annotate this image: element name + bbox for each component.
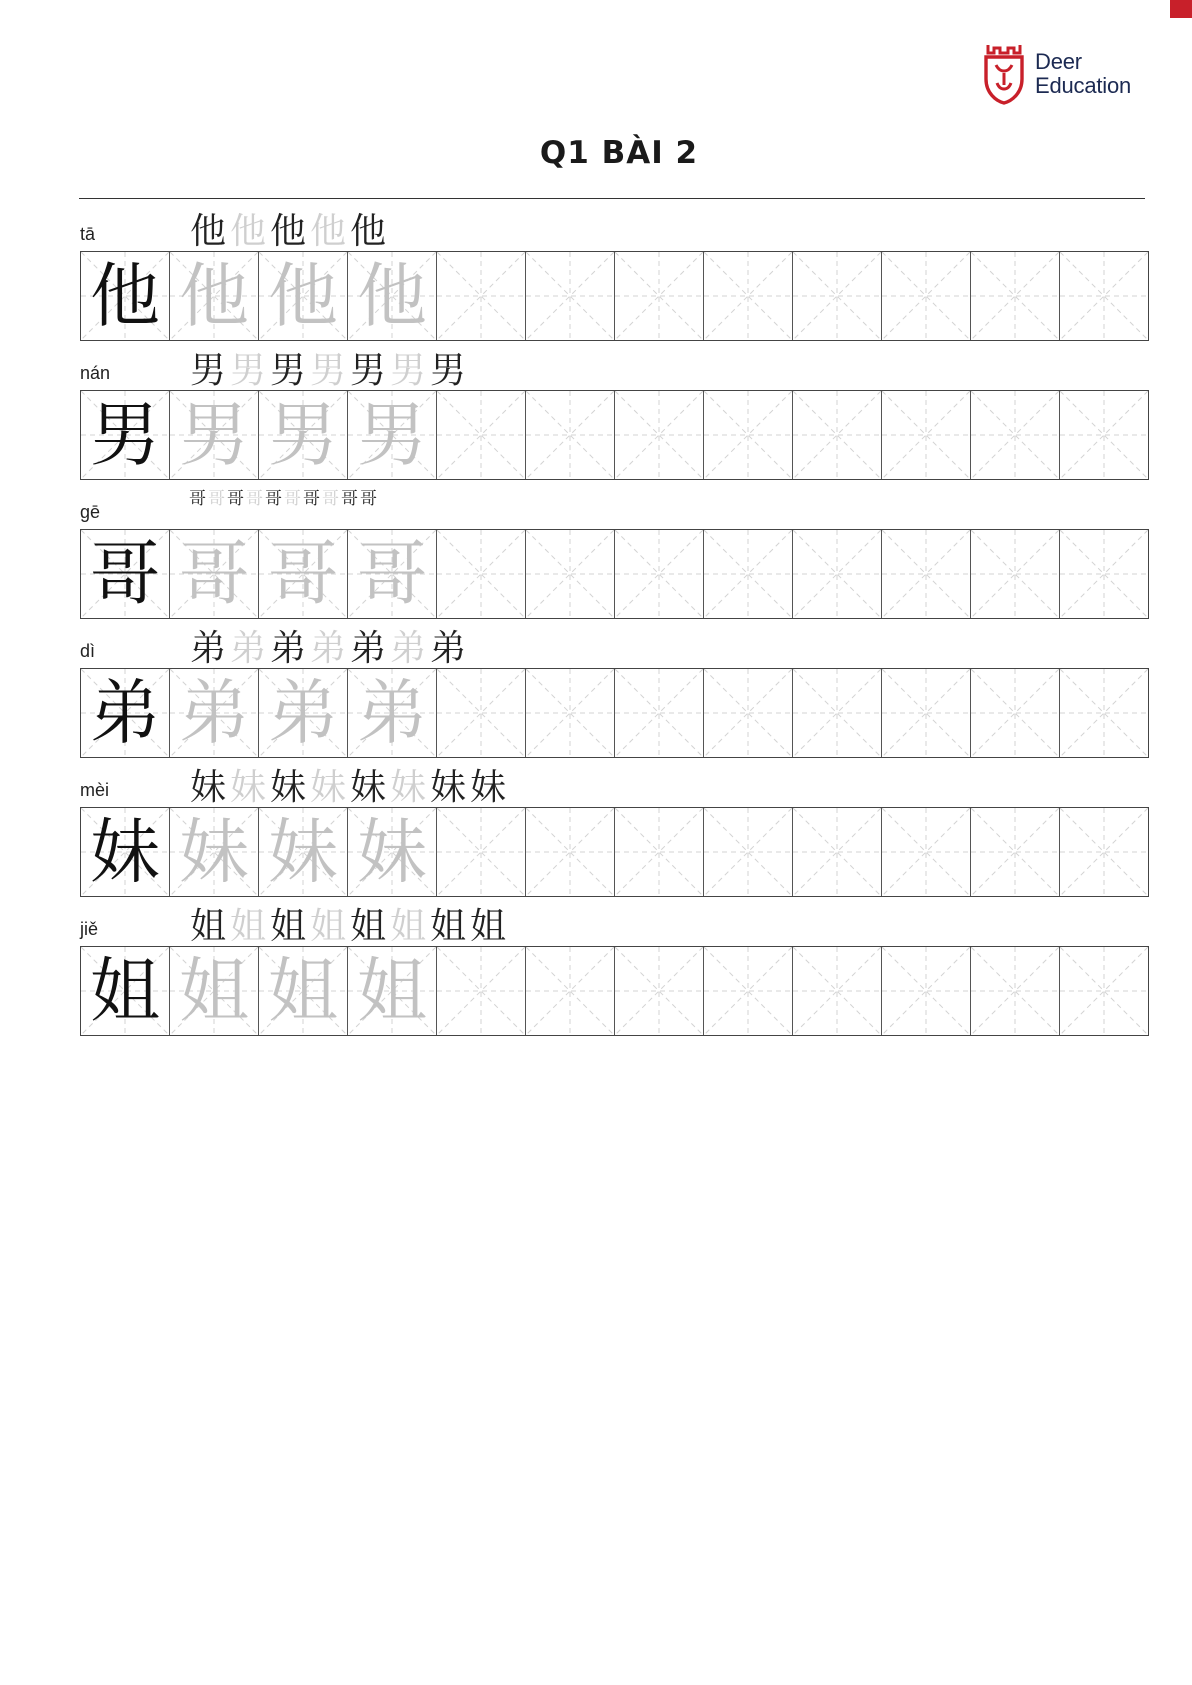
practice-rows — [80, 212, 1146, 1046]
stroke-step: 他 — [349, 211, 386, 252]
stroke-step: 姐 — [229, 906, 266, 947]
grid-guide-lines — [615, 391, 703, 479]
grid-guide-lines — [526, 669, 614, 757]
stroke-order-sequence — [188, 768, 508, 808]
stroke-step: 哥 — [322, 489, 339, 509]
grid-guide-lines — [704, 530, 792, 618]
stroke-step: 他 — [309, 211, 346, 252]
blank-practice-cell[interactable] — [971, 808, 1060, 896]
brand-logo — [982, 42, 1144, 106]
blank-practice-cell[interactable] — [793, 391, 882, 479]
stroke-step: 姐 — [349, 906, 386, 947]
pinyin-label: mèi — [80, 780, 110, 800]
grid-guide-lines — [971, 530, 1059, 618]
stroke-step: 弟 — [189, 628, 226, 669]
stroke-step: 姐 — [309, 906, 346, 947]
blank-practice-cell[interactable] — [1060, 947, 1148, 1035]
model-character: 哥 — [90, 533, 160, 615]
trace-character-cell[interactable] — [170, 808, 259, 896]
writing-grid — [80, 807, 1149, 897]
blank-practice-cell[interactable] — [437, 947, 526, 1035]
stroke-step: 妹 — [229, 767, 266, 808]
stroke-step: 他 — [189, 211, 226, 252]
grid-guide-lines — [437, 252, 525, 340]
writing-grid — [80, 529, 1149, 619]
blank-practice-cell[interactable] — [437, 252, 526, 340]
blank-practice-cell[interactable] — [793, 530, 882, 618]
grid-guide-lines — [704, 947, 792, 1035]
grid-guide-lines — [971, 391, 1059, 479]
blank-practice-cell[interactable] — [1060, 808, 1148, 896]
writing-grid — [80, 251, 1149, 341]
blank-practice-cell[interactable] — [793, 252, 882, 340]
practice-row — [80, 907, 1146, 1046]
grid-guide-lines — [793, 391, 881, 479]
grid-guide-lines — [615, 808, 703, 896]
trace-character-cell[interactable] — [348, 669, 437, 757]
stroke-step: 哥 — [189, 489, 206, 509]
brand-name-line2: Education — [1035, 73, 1132, 98]
grid-guide-lines — [971, 947, 1059, 1035]
blank-practice-cell[interactable] — [882, 391, 971, 479]
grid-guide-lines — [882, 669, 970, 757]
stroke-step: 男 — [269, 350, 306, 391]
stroke-step: 妹 — [189, 767, 226, 808]
trace-character-cell[interactable] — [348, 391, 437, 479]
stroke-step: 男 — [309, 350, 346, 391]
model-character-cell — [81, 808, 170, 896]
grid-guide-lines — [1060, 391, 1148, 479]
pinyin-label: dì — [80, 641, 96, 661]
stroke-step: 男 — [389, 350, 426, 391]
grid-guide-lines — [437, 391, 525, 479]
grid-guide-lines — [971, 808, 1059, 896]
stroke-order-sequence — [188, 907, 508, 947]
blank-practice-cell[interactable] — [437, 669, 526, 757]
grid-guide-lines — [615, 252, 703, 340]
practice-row — [80, 351, 1146, 490]
blank-practice-cell[interactable] — [526, 530, 615, 618]
grid-guide-lines — [1060, 669, 1148, 757]
grid-guide-lines — [526, 808, 614, 896]
grid-guide-lines — [882, 947, 970, 1035]
stroke-step: 弟 — [269, 628, 306, 669]
writing-grid — [80, 946, 1149, 1036]
blank-practice-cell[interactable] — [971, 391, 1060, 479]
trace-character: 男 — [357, 394, 427, 476]
page-title: Q1 BÀI 2 — [539, 135, 699, 171]
blank-practice-cell[interactable] — [971, 530, 1060, 618]
grid-guide-lines — [882, 808, 970, 896]
stroke-step: 妹 — [269, 767, 306, 808]
blank-practice-cell[interactable] — [971, 669, 1060, 757]
blank-practice-cell[interactable] — [704, 947, 793, 1035]
blank-practice-cell[interactable] — [882, 530, 971, 618]
grid-guide-lines — [1060, 808, 1148, 896]
brand-name-line1: Deer — [1035, 49, 1082, 74]
practice-row — [80, 629, 1146, 768]
stroke-step: 男 — [429, 350, 466, 391]
practice-row — [80, 212, 1146, 351]
blank-practice-cell[interactable] — [526, 947, 615, 1035]
pinyin-label: jiě — [80, 919, 99, 939]
trace-character-cell[interactable] — [348, 947, 437, 1035]
grid-guide-lines — [704, 808, 792, 896]
model-character: 姐 — [90, 950, 160, 1032]
trace-character: 哥 — [179, 533, 249, 615]
model-character: 弟 — [90, 672, 160, 754]
blank-practice-cell[interactable] — [793, 947, 882, 1035]
trace-character: 弟 — [357, 672, 427, 754]
trace-character-cell[interactable] — [170, 669, 259, 757]
stroke-step: 妹 — [429, 767, 466, 808]
trace-character-cell[interactable] — [259, 808, 348, 896]
blank-practice-cell[interactable] — [615, 947, 704, 1035]
grid-guide-lines — [437, 808, 525, 896]
blank-practice-cell[interactable] — [704, 530, 793, 618]
stroke-step: 姐 — [429, 906, 466, 947]
stroke-order-sequence — [188, 212, 388, 252]
blank-practice-cell[interactable] — [1060, 530, 1148, 618]
blank-practice-cell[interactable] — [437, 530, 526, 618]
grid-guide-lines — [882, 252, 970, 340]
blank-practice-cell[interactable] — [704, 252, 793, 340]
grid-guide-lines — [882, 530, 970, 618]
stroke-step: 哥 — [246, 489, 263, 509]
trace-character-cell[interactable] — [259, 391, 348, 479]
blank-practice-cell[interactable] — [526, 669, 615, 757]
blank-practice-cell[interactable] — [526, 808, 615, 896]
blank-practice-cell[interactable] — [882, 252, 971, 340]
blank-practice-cell[interactable] — [1060, 669, 1148, 757]
stroke-step: 妹 — [309, 767, 346, 808]
grid-guide-lines — [437, 530, 525, 618]
trace-character: 姐 — [357, 950, 427, 1032]
trace-character-cell[interactable] — [170, 947, 259, 1035]
stroke-order-sequence — [188, 629, 468, 669]
grid-guide-lines — [793, 947, 881, 1035]
stroke-step: 哥 — [284, 489, 301, 509]
stroke-step: 哥 — [227, 489, 244, 509]
trace-character: 姐 — [179, 950, 249, 1032]
blank-practice-cell[interactable] — [615, 252, 704, 340]
grid-guide-lines — [526, 947, 614, 1035]
trace-character: 妹 — [179, 811, 249, 893]
practice-row — [80, 490, 1146, 629]
deer-logo-icon — [982, 43, 1026, 105]
blank-practice-cell[interactable] — [615, 530, 704, 618]
stroke-step: 妹 — [469, 767, 506, 808]
grid-guide-lines — [437, 669, 525, 757]
blank-practice-cell[interactable] — [793, 808, 882, 896]
trace-character-cell[interactable] — [259, 530, 348, 618]
trace-character-cell[interactable] — [348, 808, 437, 896]
trace-character: 弟 — [179, 672, 249, 754]
stroke-step: 哥 — [265, 489, 282, 509]
stroke-step: 哥 — [341, 489, 358, 509]
trace-character-cell[interactable] — [259, 669, 348, 757]
stroke-order-sequence — [188, 351, 468, 391]
blank-practice-cell[interactable] — [882, 947, 971, 1035]
stroke-step: 妹 — [389, 767, 426, 808]
trace-character: 妹 — [357, 811, 427, 893]
trace-character-cell[interactable] — [259, 252, 348, 340]
stroke-order-sequence — [188, 490, 378, 528]
blank-practice-cell[interactable] — [971, 947, 1060, 1035]
grid-guide-lines — [971, 252, 1059, 340]
trace-character: 他 — [268, 255, 338, 337]
grid-guide-lines — [704, 669, 792, 757]
grid-guide-lines — [1060, 947, 1148, 1035]
grid-guide-lines — [793, 808, 881, 896]
stroke-step: 哥 — [208, 489, 225, 509]
stroke-step: 男 — [349, 350, 386, 391]
grid-guide-lines — [1060, 252, 1148, 340]
model-character-cell — [81, 252, 170, 340]
blank-practice-cell[interactable] — [615, 669, 704, 757]
practice-row — [80, 768, 1146, 907]
trace-character-cell[interactable] — [170, 530, 259, 618]
blank-practice-cell[interactable] — [615, 391, 704, 479]
grid-guide-lines — [437, 947, 525, 1035]
blank-practice-cell[interactable] — [437, 391, 526, 479]
trace-character: 他 — [179, 255, 249, 337]
grid-guide-lines — [526, 391, 614, 479]
blank-practice-cell[interactable] — [1060, 252, 1148, 340]
pinyin-label: nán — [80, 363, 111, 383]
stroke-step: 他 — [229, 211, 266, 252]
grid-guide-lines — [793, 530, 881, 618]
stroke-step: 哥 — [303, 489, 320, 509]
grid-guide-lines — [615, 530, 703, 618]
blank-practice-cell[interactable] — [704, 808, 793, 896]
trace-character-cell[interactable] — [348, 252, 437, 340]
blank-practice-cell[interactable] — [793, 669, 882, 757]
blank-practice-cell[interactable] — [882, 808, 971, 896]
corner-accent — [1170, 0, 1192, 18]
model-character-cell — [81, 669, 170, 757]
trace-character: 妹 — [268, 811, 338, 893]
trace-character: 哥 — [357, 533, 427, 615]
pinyin-label: gē — [80, 502, 101, 522]
stroke-step: 弟 — [309, 628, 346, 669]
stroke-step: 弟 — [429, 628, 466, 669]
grid-guide-lines — [704, 391, 792, 479]
blank-practice-cell[interactable] — [1060, 391, 1148, 479]
trace-character: 哥 — [268, 533, 338, 615]
stroke-step: 哥 — [360, 489, 377, 509]
trace-character-cell[interactable] — [259, 947, 348, 1035]
grid-guide-lines — [526, 252, 614, 340]
blank-practice-cell[interactable] — [971, 252, 1060, 340]
trace-character: 弟 — [268, 672, 338, 754]
stroke-step: 姐 — [269, 906, 306, 947]
trace-character-cell[interactable] — [348, 530, 437, 618]
grid-guide-lines — [1060, 530, 1148, 618]
stroke-step: 他 — [269, 211, 306, 252]
trace-character-cell[interactable] — [170, 252, 259, 340]
stroke-step: 弟 — [229, 628, 266, 669]
grid-guide-lines — [615, 947, 703, 1035]
model-character: 妹 — [90, 811, 160, 893]
blank-practice-cell[interactable] — [615, 808, 704, 896]
trace-character: 他 — [357, 255, 427, 337]
blank-practice-cell[interactable] — [526, 252, 615, 340]
model-character: 男 — [90, 394, 160, 476]
blank-practice-cell[interactable] — [526, 391, 615, 479]
writing-grid — [80, 390, 1149, 480]
grid-guide-lines — [882, 391, 970, 479]
pinyin-label: tā — [80, 224, 96, 244]
grid-guide-lines — [793, 252, 881, 340]
grid-guide-lines — [704, 252, 792, 340]
grid-guide-lines — [615, 669, 703, 757]
stroke-step: 男 — [229, 350, 266, 391]
trace-character: 男 — [268, 394, 338, 476]
model-character-cell — [81, 947, 170, 1035]
blank-practice-cell[interactable] — [704, 669, 793, 757]
grid-guide-lines — [793, 669, 881, 757]
stroke-step: 弟 — [389, 628, 426, 669]
model-character-cell — [81, 530, 170, 618]
stroke-step: 弟 — [349, 628, 386, 669]
model-character: 他 — [90, 255, 160, 337]
stroke-step: 妹 — [349, 767, 386, 808]
blank-practice-cell[interactable] — [437, 808, 526, 896]
blank-practice-cell[interactable] — [882, 669, 971, 757]
trace-character: 男 — [179, 394, 249, 476]
stroke-step: 男 — [189, 350, 226, 391]
blank-practice-cell[interactable] — [704, 391, 793, 479]
stroke-step: 姐 — [469, 906, 506, 947]
stroke-step: 姐 — [389, 906, 426, 947]
trace-character: 姐 — [268, 950, 338, 1032]
writing-grid — [80, 668, 1149, 758]
model-character-cell — [81, 391, 170, 479]
grid-guide-lines — [971, 669, 1059, 757]
trace-character-cell[interactable] — [170, 391, 259, 479]
title-divider — [79, 198, 1145, 199]
stroke-step: 姐 — [189, 906, 226, 947]
grid-guide-lines — [526, 530, 614, 618]
